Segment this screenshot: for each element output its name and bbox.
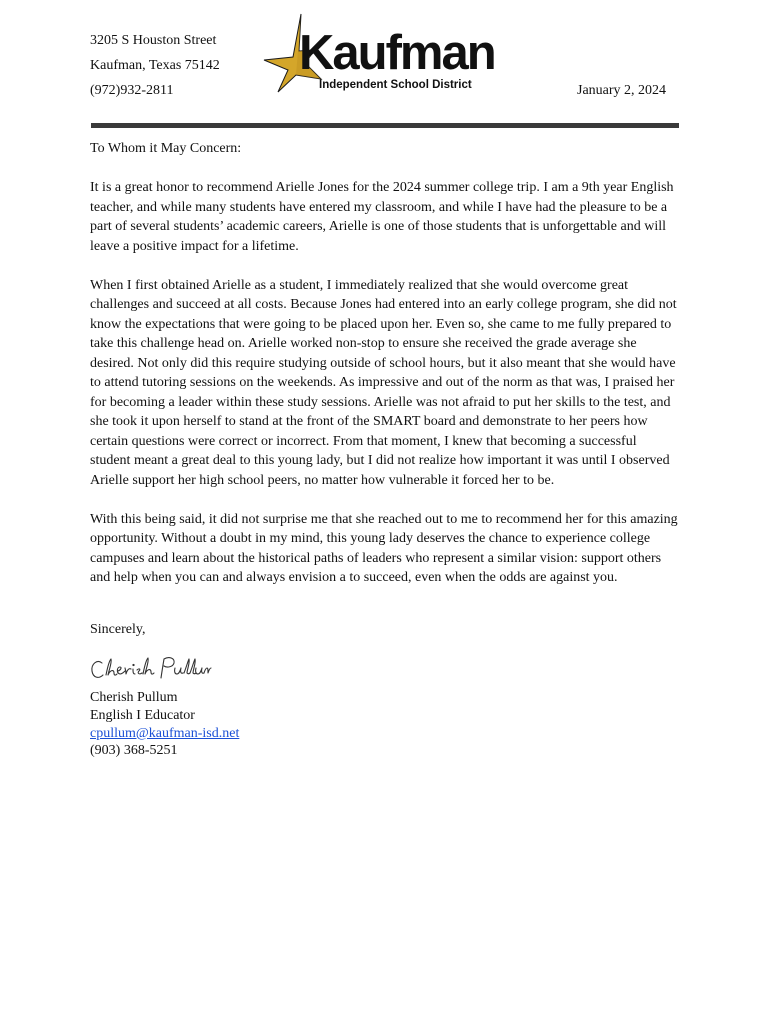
letter-date: January 2, 2024 xyxy=(577,83,667,98)
paragraph-1: It is a great honor to recommend Arielle Jones for the 2024 summer college trip. I am a 9th year English teacher, and while many students have entered my classroom, and while I have had the pleasure to be a part of several students’ academic careers, Arielle is one of those students that is unforgettable and will leave a positive impact for a lifetime. xyxy=(90,180,674,254)
sender-address xyxy=(90,31,220,106)
signature-block xyxy=(90,689,239,760)
paragraph-2: When I first obtained Arielle as a student, I immediately realized that she would overcome great challenges and succeed at all costs. Because Jones had entered into an early college program, she did not know the expectations that were going to be placed upon her. Even so, she came to me fully prepared to take this challenge head on. Arielle worked non-stop to ensure she received the grade average she desired. Not only did this require studying outside of school hours, but it also meant that she would have to attend tutoring sessions on the weekends. As impressive and out of the norm as that was, I praised her for becoming a leader within these study sessions. Arielle was not afraid to put her skills to the test, and she took it upon herself to stand at the front of the SMART board and demonstrate to her peers how certain questions were correct or incorrect. From that moment, I knew that becoming a successful student meant a great deal to this young lady, but I did not realize how important it was until I observed Arielle support her high school peers, no matter how vulnerable it forced her to be. xyxy=(90,277,677,488)
handwritten-signature xyxy=(89,655,213,687)
logo-wordmark: Kaufman xyxy=(299,26,495,80)
logo-subtitle: Independent School District xyxy=(319,79,472,91)
header-divider xyxy=(91,123,679,128)
paragraph-3: With this being said, it did not surprise me that she reached out to me to recommend her for this amazing opportunity. Without a doubt in my mind, this young lady deserves the chance to experience college campuses and learn about the historical paths of leaders who represent a similar vision: support others and help when you can and always envision a to succeed, even when the odds are against you. xyxy=(90,511,678,585)
letter-body xyxy=(90,178,680,607)
salutation: To Whom it May Concern: xyxy=(90,141,242,156)
address-phone: (972)932-2811 xyxy=(90,83,174,98)
district-logo xyxy=(263,13,508,95)
closing: Sincerely, xyxy=(90,622,146,637)
address-city: Kaufman, Texas 75142 xyxy=(90,58,220,73)
signer-phone: (903) 368-5251 xyxy=(90,743,178,759)
address-street: 3205 S Houston Street xyxy=(90,33,217,48)
signer-title: English I Educator xyxy=(90,707,195,723)
signer-email-link[interactable]: cpullum@kaufman-isd.net xyxy=(90,725,240,741)
signer-name: Cherish Pullum xyxy=(90,690,178,705)
